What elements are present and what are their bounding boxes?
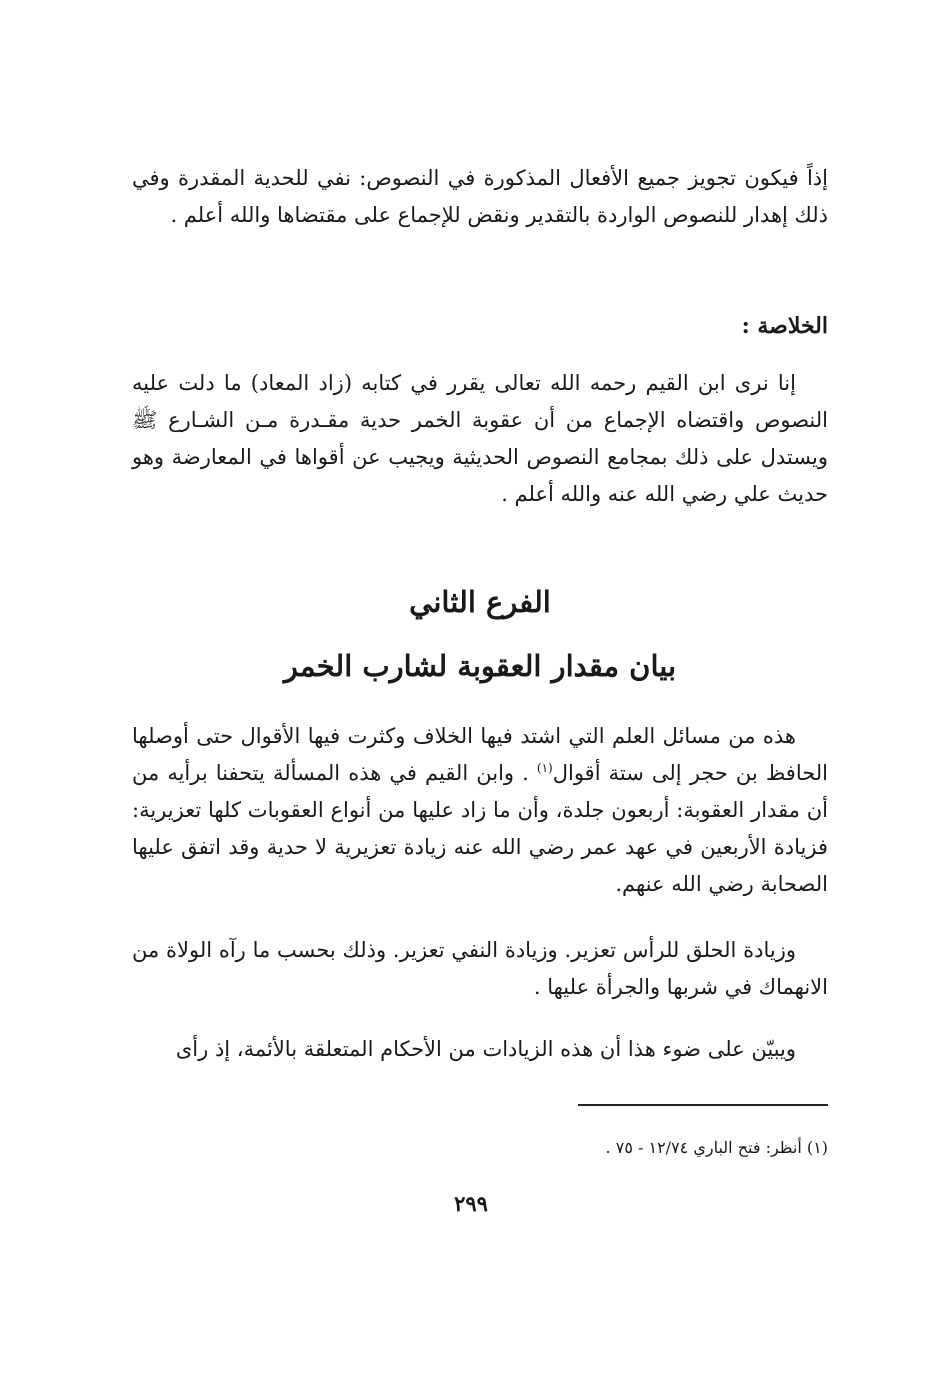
paragraph-3-text-b: . وابن القيم في هذه المسألة يتحفنا برأيه من أن مقدار العقوبة: أربعون جلدة، وأن ما زاد عليها من أنواع العقوبات كلها تعزيرية: فزيادة الأربعين في عهد عمر رضي الله عنه زيادة تعزيرية لا حدية وقد اتفق عليها الصحابة رضي الله عنهم. xyxy=(132,761,828,896)
paragraph-3-text-a: هذه من مسائل العلم التي اشتد فيها الخلاف وكثرت فيها الأقوال حتى أوصلها الحافظ بن حجر إلى ستة أقوال xyxy=(132,724,829,785)
paragraph-1: إذاً فيكون تجويز جميع الأفعال المذكورة في النصوص: نفي للحدية المقدرة وفي ذلك إهدار للنصوص الواردة بالتقدير ونقض للإجماع على مقتضاها والله أعلم . xyxy=(132,166,828,227)
paragraph-4: وزيادة الحلق للرأس تعزير. وزيادة النفي تعزير. وذلك بحسب ما رآه الولاة من الانهماك في شربها والجرأة عليها . xyxy=(132,938,828,999)
section-title: الفرع الثاني xyxy=(409,585,551,619)
footnote-divider xyxy=(578,1104,828,1106)
page-number: ٢٩٩ xyxy=(454,1191,488,1216)
paragraph-2: إنا نرى ابن القيم رحمه الله تعالى يقرر في كتابه (زاد المعاد) ما دلت عليه النصوص واقتضاه الإجماع من أن عقوبة الخمر حدية مقـدرة مـن الشـارع ﷺ ويستدل على ذلك بمجامع النصوص الحديثية ويجيب عن أقواها في المعارضة وهو حديث علي رضي الله عنه والله أعلم . xyxy=(132,371,828,506)
paragraph-3 xyxy=(132,718,828,903)
footnote-marker: (١) xyxy=(536,761,553,775)
summary-heading: الخلاصة : xyxy=(741,313,828,339)
footnote: (١) أنظر: فتح الباري ١٢/٧٤ - ٧٥ . xyxy=(605,1138,828,1157)
paragraph-5: ويبيّن على ضوء هذا أن هذه الزيادات من الأحكام المتعلقة بالأئمة، إذ رأى xyxy=(175,1037,796,1061)
section-subtitle: بيان مقدار العقوبة لشارب الخمر xyxy=(283,649,677,683)
